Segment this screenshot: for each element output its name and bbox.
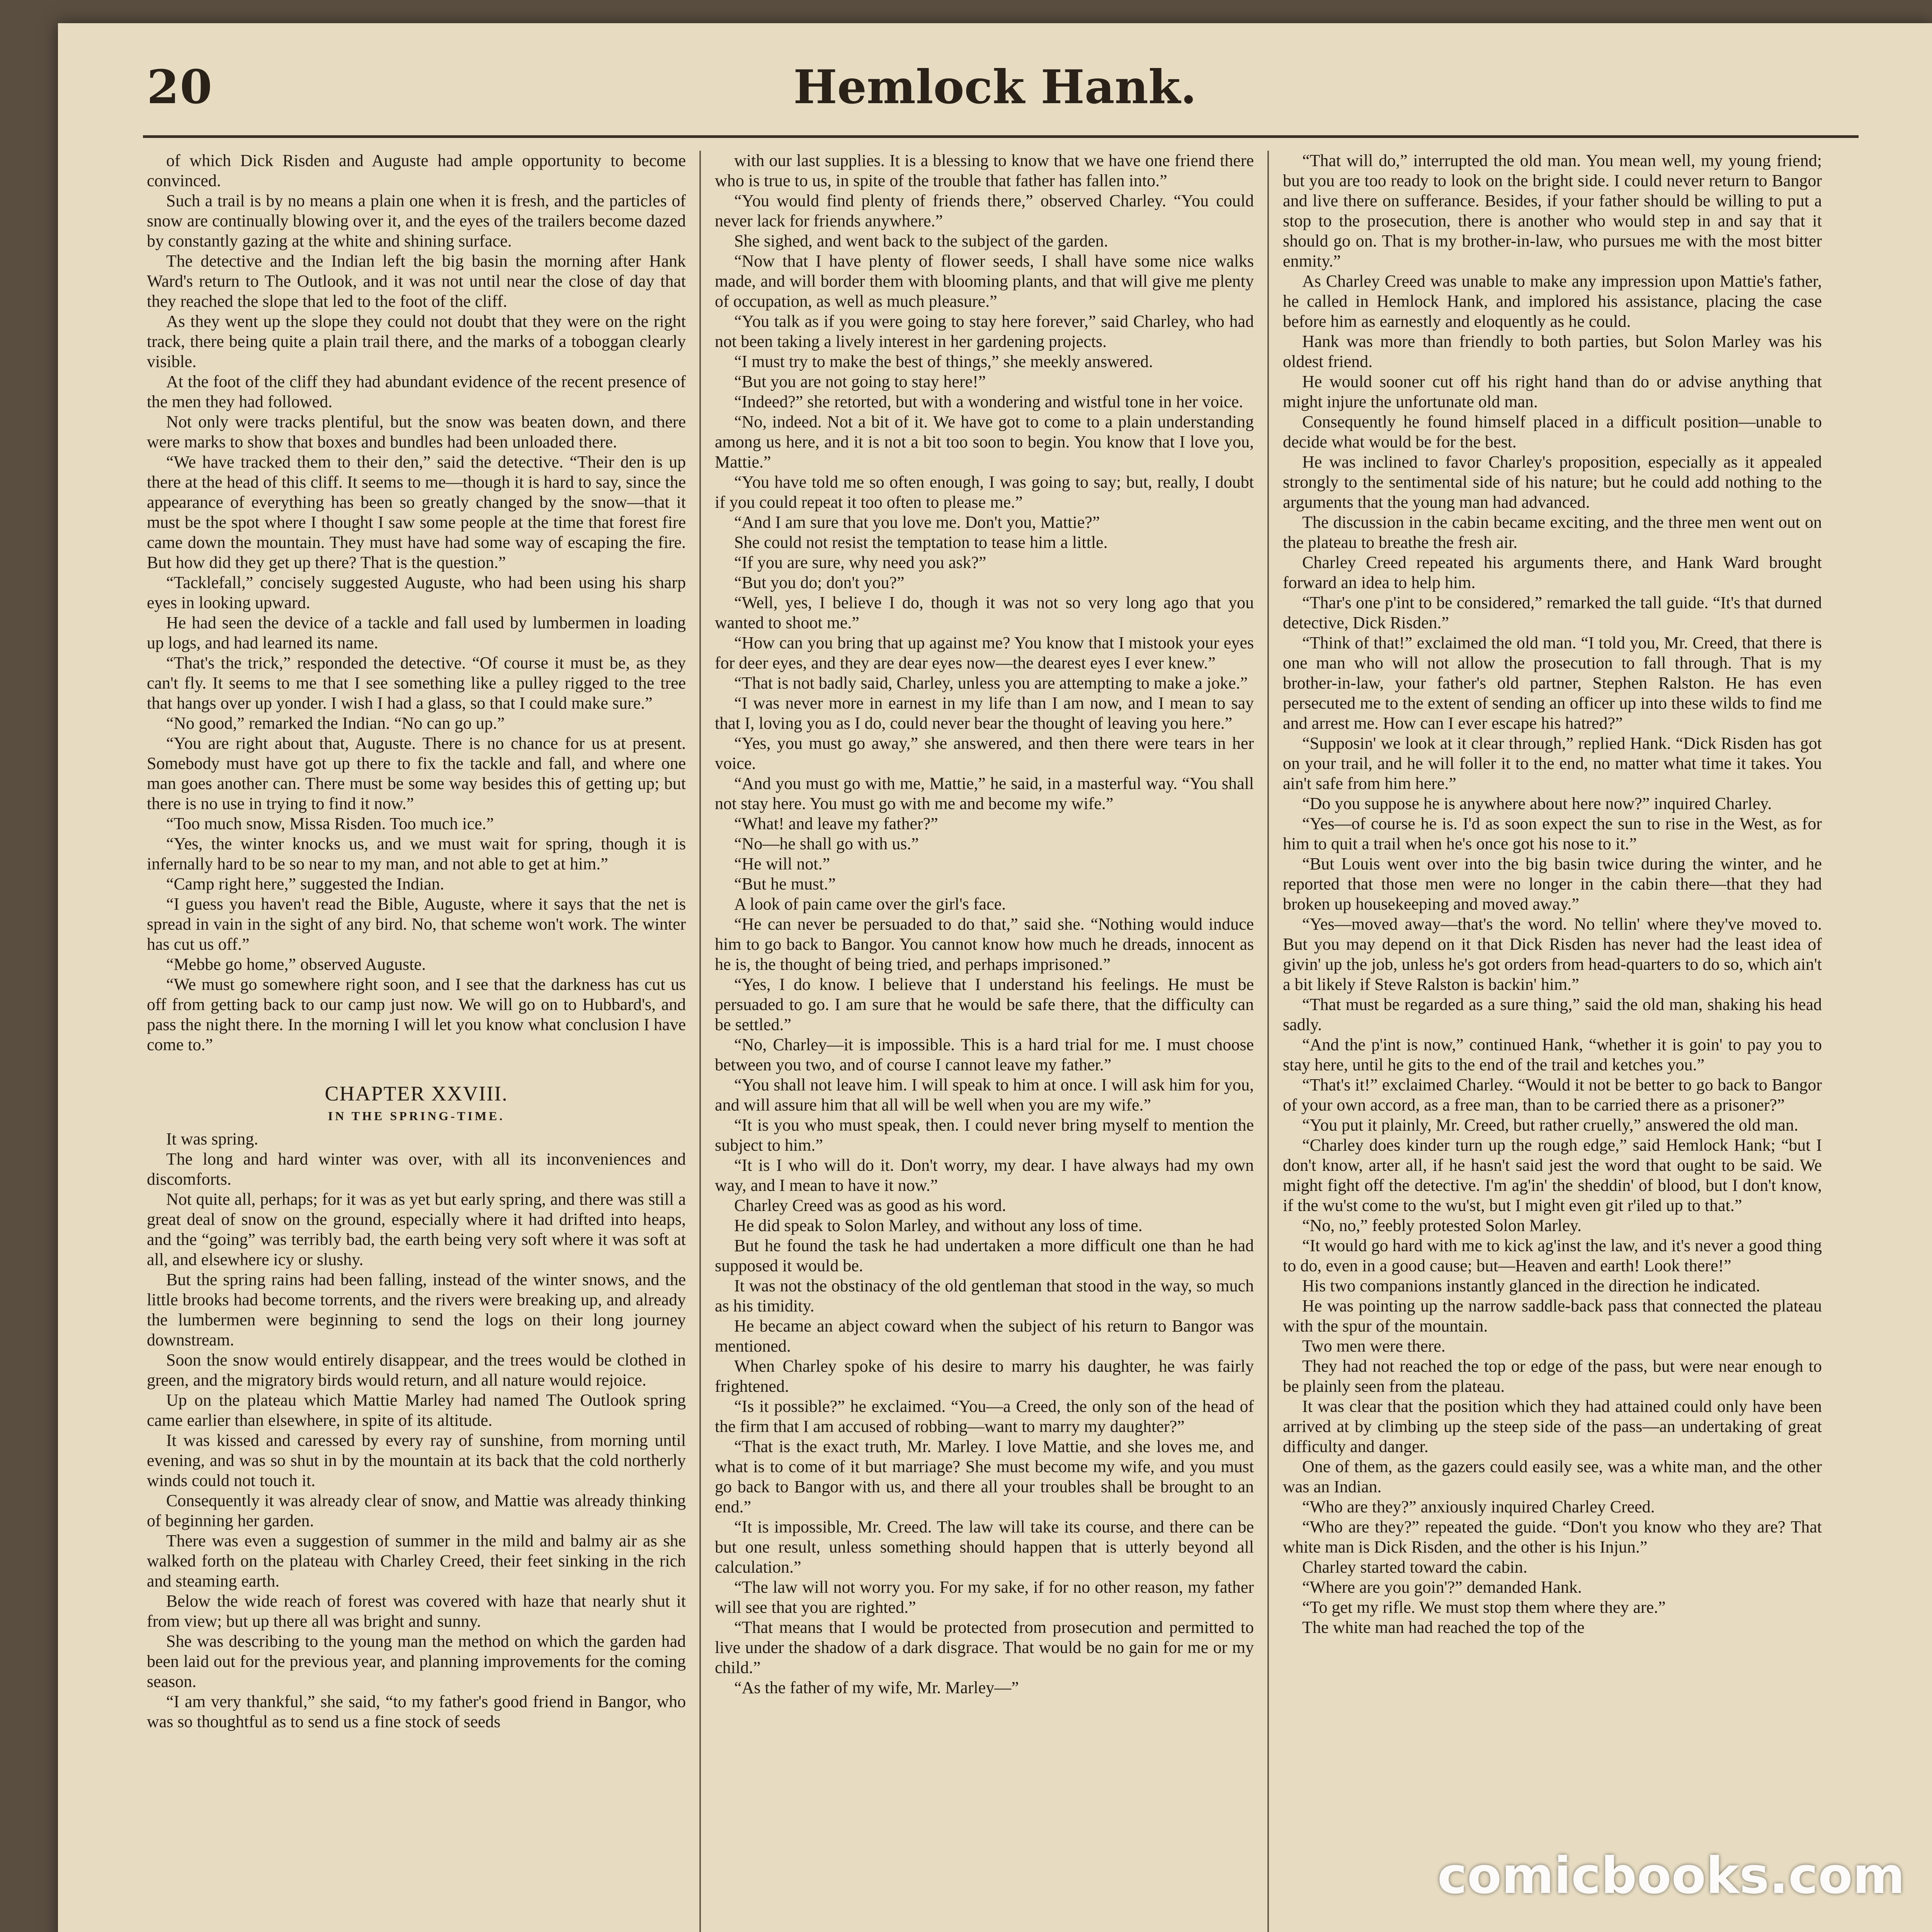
paragraph: Below the wide reach of forest was covered with haze that nearly shut it from view; but up there all was bright and sunny. [147,1592,686,1631]
paragraph: “That is the exact truth, Mr. Marley. I love Mattie, and she loves me, and what is to come of it but marriage? She must become my wife, and you must go back to Bangor with us, and there all your troubles shall be brought to an end.” [715,1437,1254,1516]
paragraph: His two companions instantly glanced in the direction he indicated. [1302,1276,1760,1295]
paragraph: “As the father of my wife, Mr. Marley—” [734,1678,1019,1697]
paragraph: They had not reached the top or edge of the pass, but were near enough to be plainly seen from the plateau. [1283,1357,1822,1396]
column-3-text [1283,151,1822,1638]
paragraph: “You would find plenty of friends there,” observed Charley. “You could never lack for friends anywhere.” [715,191,1254,230]
paragraph: “No, indeed. Not a bit of it. We have got to come to a plain understanding among us here, and it is not a bit too soon to begin. You know that I love you, Mattie.” [715,412,1254,471]
paragraph: Soon the snow would entirely disappear, and the trees would be clothed in green, and the migratory birds would return, and all nature would rejoice. [147,1350,686,1389]
paragraph: “How can you bring that up against me? You know that I mistook your eyes for deer eyes, and they are dear eyes now—the dearest eyes I ever knew.” [715,633,1254,672]
paragraph: It was not the obstinacy of the old gentleman that stood in the way, so much as his timidity. [715,1276,1254,1315]
paragraph: Not quite all, perhaps; for it was as yet but early spring, and there was still a great deal of snow on the ground, especially where it had drifted into heaps, and the “going” was terribly bad, the earth being very soft where it was soft at all, and elsewhere icy or slushy. [147,1190,686,1269]
paragraph: “We must go somewhere right soon, and I see that the darkness has cut us off from getting back to our camp just now. We will go on to Hubbard's, and pass the night there. In the morning I will let you know what conclusion I have come to.” [147,975,686,1054]
paragraph: He became an abject coward when the subject of his return to Bangor was mentioned. [715,1316,1254,1355]
paragraph: “But you do; don't you?” [734,573,905,592]
paragraph: “Supposin' we look at it clear through,” replied Hank. “Dick Risden has got on your trail, and he will foller it to the end, no matter what time it takes. You ain't safe from him here.” [1283,734,1822,793]
column-divider [699,151,701,1932]
paragraph: “I must try to make the best of things,” she meekly answered. [734,352,1153,371]
paragraph: She could not resist the temptation to tease him a little. [734,533,1108,552]
paragraph: “Yes—moved away—that's the word. No tellin' where they've moved to. But you may depend on it that Dick Risden has never had the least idea of givin' up the job, unless he's got orders from head-quarters to do so, which ain't a bit likely if Steve Ralston is backin' him.” [1283,915,1822,994]
running-title: Hemlock Hank. [793,60,1197,114]
paragraph: “Is it possible?” he exclaimed. “You—a Creed, the only son of the head of the firm that I am accused of robbing—want to marry my daughter?” [715,1397,1254,1436]
paragraph: “That's it!” exclaimed Charley. “Would it not be better to go back to Bangor of your own accord, as a free man, than to be carried there as a prisoner?” [1283,1075,1822,1114]
paragraph: The white man had reached the top of the [1302,1618,1585,1637]
paragraph: Charley Creed repeated his arguments there, and Hank Ward brought forward an idea to help him. [1283,553,1822,592]
paragraph: As they went up the slope they could not doubt that they were on the right track, there being quite a plain trail there, and the marks of a toboggan clearly visible. [147,312,686,371]
paragraph: with our last supplies. It is a blessing to know that we have one friend there who is true to us, in spite of the trouble that father has fallen into.” [715,151,1254,190]
paragraph: “If you are sure, why need you ask?” [734,553,986,572]
paragraph: “The law will not worry you. For my sake, if for no other reason, my father will see that you are righted.” [715,1578,1254,1617]
column-1-text-after-chapter [147,1129,686,1732]
paragraph: At the foot of the cliff they had abundant evidence of the recent presence of the men they had followed. [147,372,686,411]
paragraph: “I was never more in earnest in my life than I am now, and I mean to say that I, loving you as I do, could never bear the thought of leaving you here.” [715,694,1254,733]
paragraph: “You talk as if you were going to stay here forever,” said Charley, who had not been taking a lively interest in her gardening projects. [715,312,1254,351]
paragraph: “Mebbe go home,” observed Auguste. [166,955,426,974]
paragraph: She sighed, and went back to the subject of the garden. [734,231,1108,250]
paragraph: “That must be regarded as a sure thing,” said the old man, shaking his head sadly. [1283,995,1822,1034]
paragraph: “No—he shall go with us.” [734,834,919,853]
paragraph: “I guess you haven't read the Bible, Auguste, where it says that the net is spread in vain in the sight of any bird. No, that scheme won't work. The winter has cut us off.” [147,895,686,954]
paragraph: As Charley Creed was unable to make any impression upon Mattie's father, he called in Hemlock Hank, and implored his assistance, placing the case before him as earnestly and eloquently as he could. [1283,272,1822,331]
paragraph: Hank was more than friendly to both parties, but Solon Marley was his oldest friend. [1283,332,1822,371]
column-1 [147,151,686,1932]
paragraph: “He can never be persuaded to do that,” said she. “Nothing would induce him to go back to Bangor. You cannot know how much he dreads, innocent as he is, the thought of being tried, and perhaps imprisoned.” [715,915,1254,974]
newspaper-page [58,23,1932,1932]
paragraph: “Too much snow, Missa Risden. Too much ice.” [166,814,494,833]
paragraph: “Yes, the winter knocks us, and we must wait for spring, though it is infernally hard to be so near to my man, and not able to get at him.” [147,834,686,873]
paragraph: “No, Charley—it is impossible. This is a hard trial for me. I must choose between you two, and of course I cannot leave my father.” [715,1035,1254,1074]
paragraph: “Well, yes, I believe I do, though it was not so very long ago that you wanted to shoot me.” [715,593,1254,632]
paragraph: “Where are you goin'?” demanded Hank. [1302,1578,1582,1597]
paragraph: “You are right about that, Auguste. There is no chance for us at present. Somebody must have got up there to fix the tackle and fall, and where one man goes another can. There must be some way besides this of getting up; but there is no use in trying to find it now.” [147,734,686,813]
paragraph: A look of pain came over the girl's face. [734,895,1006,913]
paragraph: He was inclined to favor Charley's proposition, especially as it appealed strongly to the sentimental side of his nature; but he could add nothing to the arguments that the young man had advanced. [1283,452,1822,512]
header-rule [143,135,1859,138]
paragraph: “Yes, you must go away,” she answered, and then there were tears in her voice. [715,734,1254,773]
paragraph: But he found the task he had undertaken a more difficult one than he had supposed it would be. [715,1236,1254,1275]
paragraph: She was describing to the young man the method on which the garden had been laid out for the previous year, and planning improvements for the coming season. [147,1632,686,1691]
paragraph: “Yes—of course he is. I'd as soon expect the sun to rise in the West, as for him to quit a trail when he's once got his nose to it.” [1283,814,1822,853]
paragraph: “You shall not leave him. I will speak to him at once. I will ask him for you, and will assure him that all will be well when you are my wife.” [715,1075,1254,1114]
paragraph: One of them, as the gazers could easily see, was a white man, and the other was an Indian. [1283,1457,1822,1496]
paragraph: He was pointing up the narrow saddle-back pass that connected the plateau with the spur of the mountain. [1283,1296,1822,1335]
paragraph: When Charley spoke of his desire to marry his daughter, he was fairly frightened. [715,1357,1254,1396]
paragraph: Such a trail is by no means a plain one when it is fresh, and the particles of snow are continually blowing over it, and the eyes of the trailers become dazed by constantly gazing at the white and shining surface. [147,191,686,250]
paragraph: “That is not badly said, Charley, unless you are attempting to make a joke.” [734,673,1248,692]
paragraph: Charley started toward the cabin. [1302,1558,1527,1577]
paragraph: “Indeed?” she retorted, but with a wondering and wistful tone in her voice. [734,392,1243,411]
paragraph: “I am very thankful,” she said, “to my father's good friend in Bangor, who was so thoughtful as to send us a fine stock of seeds [147,1692,686,1731]
paragraph: “Do you suppose he is anywhere about here now?” inquired Charley. [1302,794,1772,813]
paragraph: of which Dick Risden and Auguste had ample opportunity to become convinced. [147,151,686,190]
paragraph: “Charley does kinder turn up the rough edge,” said Hemlock Hank; “but I don't know, arter all, if he hasn't said jest the word that ought to be said. We might fight off the detective. I'm ag'in' the sheddin' of blood, but I don't know, if the wu'st come to the wu'st, but I might even git r'iled up to that.” [1283,1136,1822,1215]
paragraph: It was kissed and caressed by every ray of sunshine, from morning until evening, and was so shut in by the mountain at its back that the cold northerly winds could not touch it. [147,1431,686,1490]
paragraph: “We have tracked them to their den,” said the detective. “Their den is up there at the head of this cliff. It seems to me—though it is hard to say, since the appearance of everything has been so greatly changed by the snow—that it must be the spot where I thought I saw some people at the time that forest fire came down the mountain. They must have had some way of escaping the fire. But how did they get up there? That is the question.” [147,452,686,572]
paragraph: The long and hard winter was over, with all its inconveniences and discomforts. [147,1150,686,1189]
paragraph: “He will not.” [734,854,830,873]
paragraph: “It is impossible, Mr. Creed. The law will take its course, and there can be but one result, unless something should happen that is utterly beyond all calculation.” [715,1517,1254,1577]
paragraph: “Now that I have plenty of flower seeds, I shall have some nice walks made, and will border them with blooming plants, and that will give me plenty of occupation, as well as much pleasure.” [715,252,1254,311]
chapter-heading: CHAPTER XXVIII. [325,1082,508,1105]
paragraph: “It would go hard with me to kick ag'inst the law, and it's never a good thing to do, even in a good cause; but—Heaven and earth! Look there!” [1283,1236,1822,1275]
paragraph: Up on the plateau which Mattie Marley had named The Outlook spring came earlier than elsewhere, in spite of its altitude. [147,1391,686,1430]
paragraph: It was spring. [166,1129,259,1148]
paragraph: He had seen the device of a tackle and fall used by lumbermen in loading up logs, and had learned its name. [147,613,686,652]
column-2-text [715,151,1254,1698]
paragraph: Two men were there. [1302,1337,1446,1355]
paragraph: “But Louis went over into the big basin twice during the winter, and he reported that those men were no longer in the cabin there—that they had broken up housekeeping and moved away.” [1283,854,1822,913]
paragraph: The discussion in the cabin became exciting, and the three men went out on the plateau to breathe the fresh air. [1283,513,1822,552]
paragraph: “Yes, I do know. I believe that I understand his feelings. He must be persuaded to go. I am sure that he would be safe there, that the difficulty can be settled.” [715,975,1254,1034]
paragraph: “You have told me so often enough, I was going to say; but, really, I doubt if you could repeat it too often to please me.” [715,473,1254,512]
paragraph: “No good,” remarked the Indian. “No can go up.” [166,714,505,733]
paragraph: “And I am sure that you love me. Don't you, Mattie?” [734,513,1100,532]
paragraph: “It is I who will do it. Don't worry, my dear. I have always had my own way, and I mean to have it now.” [715,1156,1254,1195]
paragraph: “That's the trick,” responded the detective. “Of course it must be, as they can't fly. It seems to me that I see something like a pulley rigged to the tree that hangs over up yonder. I wish I had a glass, so that I could make sure.” [147,653,686,713]
chapter-subtitle: IN THE SPRING-TIME. [328,1109,505,1123]
paragraph: The detective and the Indian left the big basin the morning after Hank Ward's return to The Outlook, and it was not until near the close of day that they reached the slope that led to the foot of the cliff. [147,252,686,311]
paragraph: “Camp right here,” suggested the Indian. [166,874,444,893]
page-number: 20 [147,60,213,114]
paragraph: “It is you who must speak, then. I could never bring myself to mention the subject to him.” [715,1116,1254,1155]
paragraph: “To get my rifle. We must stop them where they are.” [1302,1598,1666,1617]
paragraph: “And the p'int is now,” continued Hank, “whether it is goin' to pay you to stay here, until he gits to the end of the trail and ketches you.” [1283,1035,1822,1074]
paragraph: “Tacklefall,” concisely suggested Auguste, who had been using his sharp eyes in looking upward. [147,573,686,612]
paragraph: Consequently it was already clear of snow, and Mattie was already thinking of beginning her garden. [147,1491,686,1530]
column-divider [1267,151,1269,1932]
column-1-text-before-chapter [147,151,686,1055]
paragraph: Consequently he found himself placed in a difficult position—unable to decide what would be for the best. [1283,412,1822,451]
column-2 [715,151,1254,1932]
paragraph: Not only were tracks plentiful, but the snow was beaten down, and there were marks to show that boxes and bundles had been unloaded there. [147,412,686,451]
paragraph: “Thar's one p'int to be considered,” remarked the tall guide. “It's that durned detective, Dick Risden.” [1283,593,1822,632]
paragraph: “Who are they?” anxiously inquired Charley Creed. [1302,1497,1655,1516]
watermark: comicbooks.com [1437,1846,1905,1905]
paragraph: “No, no,” feebly protested Solon Marley. [1302,1216,1582,1235]
paragraph: “That will do,” interrupted the old man. You mean well, my young friend; but you are too ready to look on the bright side. I could never return to Bangor and live there on sufferance. Besides, if your father should be willing to put a stop to the prosecution, there is another who would step in and say that it should go on. That is my brother-in-law, who pursues me with the most bitter enmity.” [1283,151,1822,270]
paragraph: But the spring rains had been falling, instead of the winter snows, and the little brooks had become torrents, and the rivers were breaking up, and already the lumbermen were beginning to send the logs on their long journey downstream. [147,1270,686,1349]
paragraph: “That means that I would be protected from prosecution and permitted to live under the shadow of a dark disgrace. That would be no gain for me or my child.” [715,1618,1254,1677]
paragraph: “You put it plainly, Mr. Creed, but rather cruelly,” answered the old man. [1302,1116,1798,1134]
paragraph: Charley Creed was as good as his word. [734,1196,1006,1215]
paragraph: “But you are not going to stay here!” [734,372,986,391]
paragraph: It was clear that the position which they had attained could only have been arrived at by climbing up the steep side of the pass—an undertaking of great difficulty and danger. [1283,1397,1822,1456]
column-3 [1283,151,1822,1932]
paragraph: “And you must go with me, Mattie,” he said, in a masterful way. “You shall not stay here. You must go with me and become my wife.” [715,774,1254,813]
paragraph: There was even a suggestion of summer in the mild and balmy air as she walked forth on the plateau with Charley Creed, their feet sinking in the rich and steaming earth. [147,1531,686,1590]
paragraph: He did speak to Solon Marley, and without any loss of time. [734,1216,1143,1235]
paragraph: “What! and leave my father?” [734,814,938,833]
paragraph: “Think of that!” exclaimed the old man. “I told you, Mr. Creed, that there is one man who will not allow the prosecution to fall through. That is my brother-in-law, your father's old partner, Stephen Ralston. He has even persecuted me to the extent of sending an officer up into these wilds to find me and arrest me. How can I ever escape his hatred?” [1283,633,1822,733]
paragraph: “But he must.” [734,874,836,893]
paragraph: He would sooner cut off his right hand than do or advise anything that might injure the unfortunate old man. [1283,372,1822,411]
paragraph: “Who are they?” repeated the guide. “Don't you know who they are? That white man is Dick Risden, and the other is his Injun.” [1283,1517,1822,1556]
